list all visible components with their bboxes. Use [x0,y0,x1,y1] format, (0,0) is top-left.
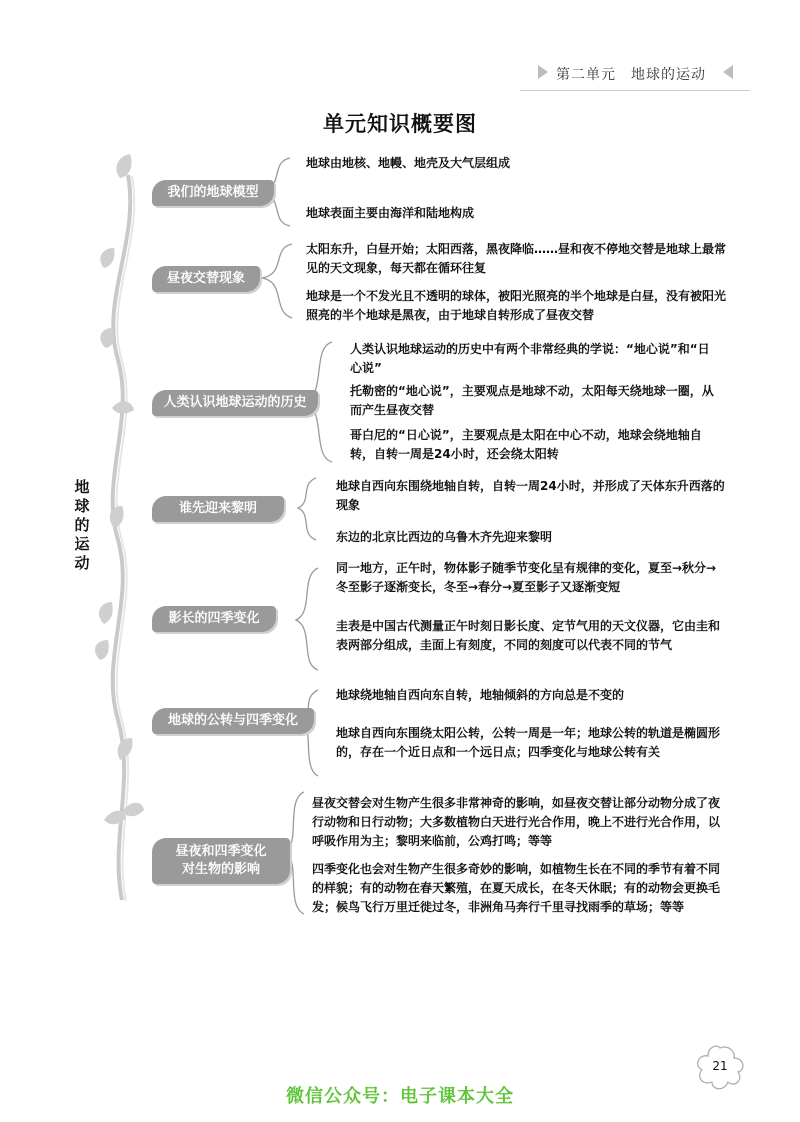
item-season-effects: 四季变化也会对生物产生很多奇妙的影响，如植物生长在不同的季节有着不同的样貌；有的动物在春天繁殖，在夏天成长，在冬天休眠；有的动物会更换毛发；候鸟飞行万里迁徙过冬，非洲角马奔行千里寻找雨季的草场；等等 [312,862,721,914]
topic-label-line-1: 昼夜和四季变化 [175,844,267,859]
page-title: 单元知识概要图 [323,111,477,136]
item-two-theories: 人类认识地球运动的历史中有两个非常经典的学说：“地心说”和“日心说” [350,342,710,375]
topic-label: 谁先迎来黎明 [178,501,257,516]
item-axis-tilt: 地球绕地轴自西向东自转，地轴倾斜的方向总是不变的 [336,688,625,702]
topic-label: 昼夜交替现象 [166,271,245,286]
item-revolution: 地球自西向东围绕太阳公转，公转一周是一年；地球公转的轨道是椭圆形的，存在一个近日点和一个远日点；四季变化与地球公转有关 [336,726,721,759]
item-earth-layers: 地球由地核、地幔、地壳及大气层组成 [306,156,511,170]
topic-label: 我们的地球模型 [167,185,259,200]
item-rotation-cause: 地球是一个不发光且不透明的球体，被阳光照亮的半个地球是白昼，没有被阳光照亮的半个地球是黑夜，由于地球自转形成了昼夜交替 [306,289,727,322]
item-day-night-effects: 昼夜交替会对生物产生很多非常神奇的影响，如昼夜交替让部分动物分成了夜行动物和日行动物；大多数植物白天进行光合作用，晚上不进行光合作用，以呼吸作用为主；黎明来临前，公鸡打鸣；等等 [312,796,721,848]
item-shadow-change: 同一地方，正午时，物体影子随季节变化呈有规律的变化，夏至→秋分→冬至影子逐渐变长，冬至→春分→夏至影子又逐渐变短 [336,561,717,594]
item-heliocentric: 哥白尼的“日心说”，主要观点是太阳在中心不动，地球会绕地轴自转，自转一周是24小时，还会绕太阳转 [350,428,702,461]
topic-label: 影长的四季变化 [168,611,260,626]
item-ocean-land: 地球表面主要由海洋和陆地构成 [306,206,475,220]
topic-label: 人类认识地球运动的历史 [163,395,307,410]
item-beijing-urumqi: 东边的北京比西边的乌鲁木齐先迎来黎明 [336,530,553,544]
item-guibiao: 圭表是中国古代测量正午时刻日影长度、定节气用的天文仪器，它由圭和表两部分组成，圭面上有刻度，不同的刻度可以代表不同的节气 [336,619,721,652]
header-text: 第二单元 地球的运动 [556,67,706,83]
root-topic: 地球的运动 [74,478,90,572]
item-rotation-east: 地球自西向东围绕地轴自转，自转一周24小时，并形成了天体东升西落的现象 [336,479,725,512]
page-number: 21 [712,1059,728,1073]
item-geocentric: 托勒密的“地心说”，主要观点是地球不动，太阳每天绕地球一圈，从而产生昼夜交替 [350,384,714,417]
topic-label: 地球的公转与四季变化 [167,713,298,728]
watermark: 微信公众号：电子课本大全 [286,1086,514,1107]
item-day-night-cycle: 太阳东升，白昼开始；太阳西落，黑夜降临……昼和夜不停地交替是地球上最常见的天文现象，每天都在循环往复 [306,242,727,275]
topic-label-line-2: 对生物的影响 [181,862,260,877]
